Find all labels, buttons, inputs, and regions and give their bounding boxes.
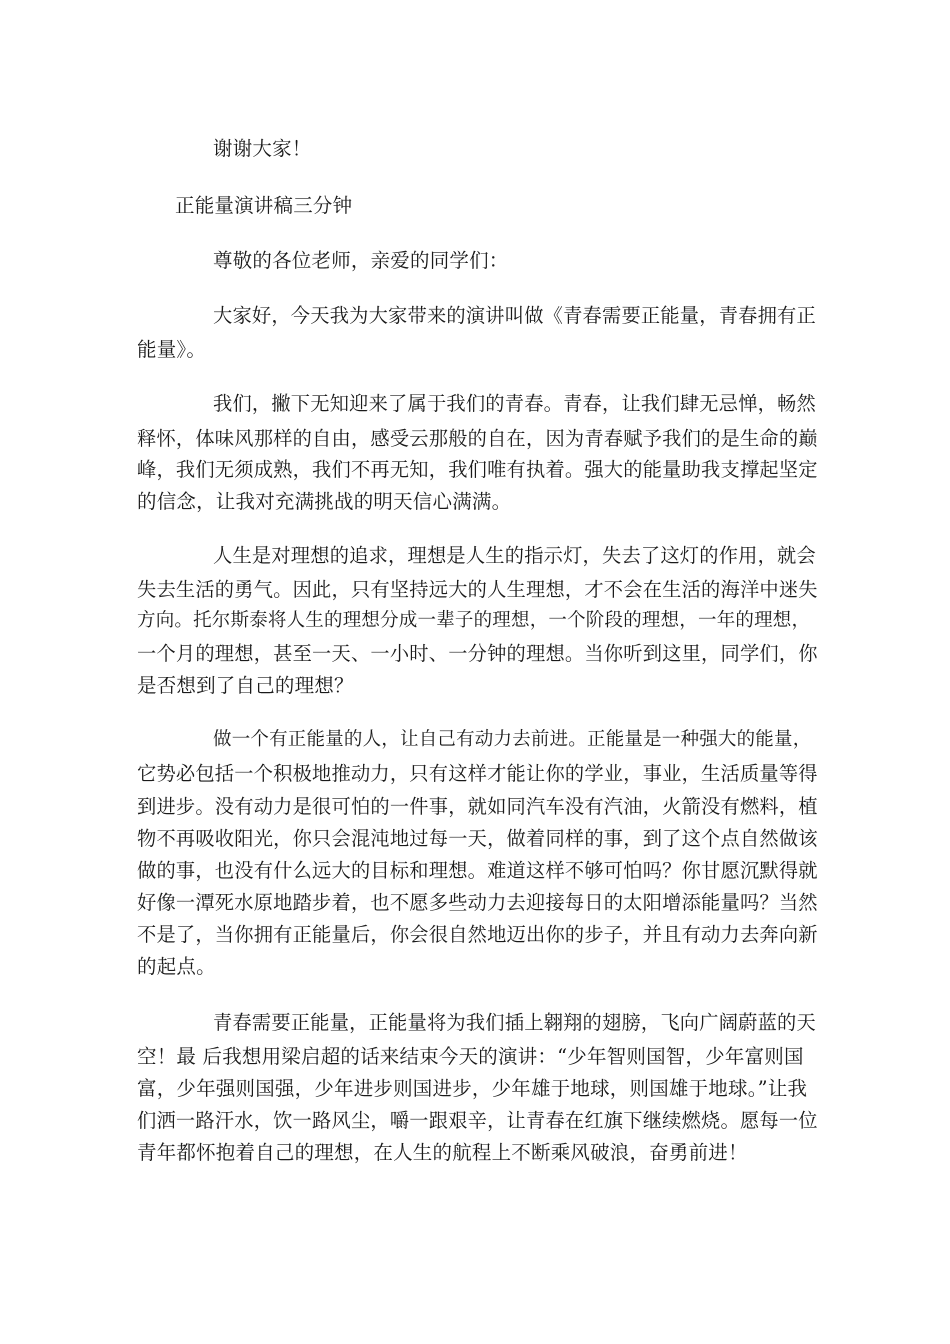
paragraph-4-line: 做的事，也没有什么远大的目标和理想。难道这样不够可怕吗？你甘愿沉默得就	[137, 859, 818, 882]
paragraph-3-line: 失去生活的勇气。因此，只有坚持远大的人生理想，才不会在生活的海洋中迷失	[137, 578, 818, 601]
paragraph-4-line: 好像一潭死水原地踏步着，也不愿多些动力去迎接每日的太阳增添能量吗？当然	[137, 891, 818, 914]
paragraph-4-line: 到进步。没有动力是很可怕的一件事，就如同汽车没有汽油，火箭没有燃料，植	[137, 795, 818, 818]
paragraph-5-line: 富，少年强则国强，少年进步则国进步，少年雄于地球，则国雄于地球。”让我	[137, 1077, 808, 1100]
paragraph-3-line: 是否想到了自己的理想？	[137, 674, 354, 697]
paragraph-5-line: 青年都怀抱着自己的理想，在人生的航程上不断乘风破浪，奋勇前进！	[137, 1141, 748, 1164]
paragraph-3-line: 一个月的理想，甚至一天、一小时、一分钟的理想。当你听到这里，同学们，你	[137, 642, 818, 665]
paragraph-1-line: 大家好，今天我为大家带来的演讲叫做《青春需要正能量，青春拥有正	[213, 304, 816, 327]
paragraph-3-line: 方向。托尔斯泰将人生的理想分成一辈子的理想，一个阶段的理想，一年的理想，	[137, 610, 811, 631]
paragraph-4-line: 物不再吸收阳光，你只会混沌地过每一天，做着同样的事，到了这个点自然做该	[137, 827, 818, 850]
salutation: 尊敬的各位老师，亲爱的同学们：	[213, 249, 509, 272]
paragraph-4-line: 的起点。	[137, 955, 216, 978]
paragraph-2-line: 峰，我们无须成熟，我们不再无知，我们唯有执着。强大的能量助我支撑起坚定	[137, 458, 818, 481]
paragraph-5-line: 空！最 后我想用梁启超的话来结束今天的演讲：“少年智则国智，少年富则国	[137, 1045, 804, 1068]
paragraph-5-line: 青春需要正能量，正能量将为我们插上翱翔的翅膀，飞向广阔蔚蓝的天	[213, 1011, 816, 1034]
paragraph-1-line: 能量》。	[137, 338, 207, 361]
paragraph-2-line: 释怀，体味风那样的自由，感受云那般的自在，因为青春赋予我们的是生命的巅	[137, 427, 818, 450]
paragraph-4-line: 它势必包括一个积极地推动力，只有这样才能让你的学业，事业，生活质量等得	[137, 762, 818, 785]
section-title: 正能量演讲稿三分钟	[175, 194, 353, 217]
paragraph-2-line: 我们，撇下无知迎来了属于我们的青春。青春，让我们肆无忌惮，畅然	[213, 392, 816, 415]
paragraph-4-line: 不是了，当你拥有正能量后，你会很自然地迈出你的步子，并且有动力去奔向新	[137, 923, 818, 946]
paragraph-3-line: 人生是对理想的追求，理想是人生的指示灯，失去了这灯的作用，就会	[213, 544, 816, 567]
paragraph-2-line: 的信念，让我对充满挑战的明天信心满满。	[137, 490, 512, 513]
paragraph-4-line: 做一个有正能量的人，让自己有动力去前进。正能量是一种强大的能量，	[213, 729, 812, 750]
closing-line: 谢谢大家！	[213, 137, 312, 160]
paragraph-5-line: 们洒一路汗水，饮一路风尘，嚼一跟艰辛，让青春在红旗下继续燃烧。愿每一位	[137, 1109, 818, 1132]
